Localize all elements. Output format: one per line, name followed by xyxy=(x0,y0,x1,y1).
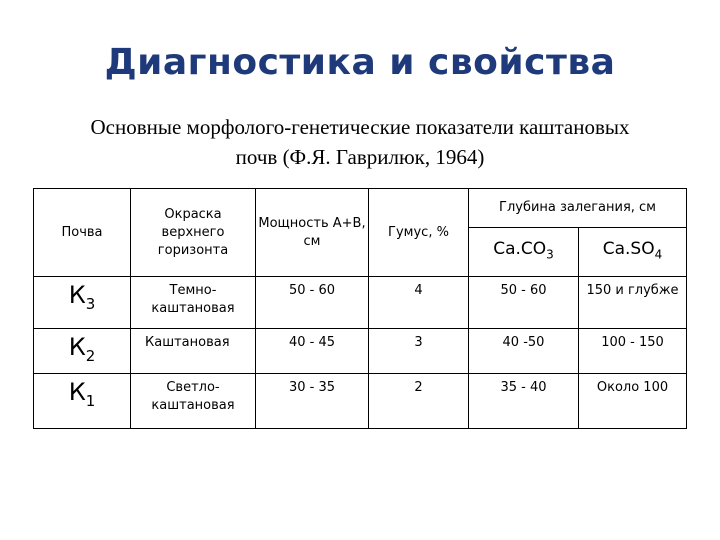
header-depth: Глубина залегания, см xyxy=(469,189,687,228)
header-color: Окраска верхнего горизонта xyxy=(131,189,256,277)
color-cell: Каштановая xyxy=(131,329,256,374)
table-row xyxy=(34,277,687,329)
humus-cell: 4 xyxy=(369,277,469,329)
header-soil: Почва xyxy=(34,189,131,277)
caco3-cell: 35 - 40 xyxy=(469,374,579,429)
soil-cell: $К_2$ xyxy=(34,329,131,374)
caco3-cell: 50 - 60 xyxy=(469,277,579,329)
color-cell: Светло-каштановая xyxy=(131,374,256,429)
caso4-cell: Около 100 xyxy=(579,374,687,429)
caso4-cell: 100 - 150 xyxy=(579,329,687,374)
table-header-row xyxy=(34,189,687,228)
thickness-cell: 40 - 45 xyxy=(256,329,369,374)
humus-cell: 3 xyxy=(369,329,469,374)
header-caco3: $Ca.CO_3$ xyxy=(469,228,579,277)
header-thickness: Мощность А+В, см xyxy=(256,189,369,277)
caso4-cell: 150 и глубже xyxy=(579,277,687,329)
humus-cell: 2 xyxy=(369,374,469,429)
table-row xyxy=(34,374,687,429)
thickness-cell: 30 - 35 xyxy=(256,374,369,429)
soil-cell: $К_1$ xyxy=(34,374,131,429)
header-caso4: $Ca.SO_4$ xyxy=(579,228,687,277)
thickness-cell: 50 - 60 xyxy=(256,277,369,329)
subtitle-line-2: почв (Ф.Я. Гаврилюк, 1964) xyxy=(235,145,485,169)
subtitle xyxy=(30,112,690,172)
table-row xyxy=(34,329,687,374)
page-title: Диагностика и свойства xyxy=(104,42,616,83)
caco3-cell: 40 -50 xyxy=(469,329,579,374)
soil-properties-table xyxy=(33,188,687,429)
color-cell: Темно-каштановая xyxy=(131,277,256,329)
header-humus: Гумус, % xyxy=(369,189,469,277)
subtitle-line-1: Основные морфолого-генетические показатели каштановых xyxy=(90,115,630,139)
soil-cell: $К_3$ xyxy=(34,277,131,329)
